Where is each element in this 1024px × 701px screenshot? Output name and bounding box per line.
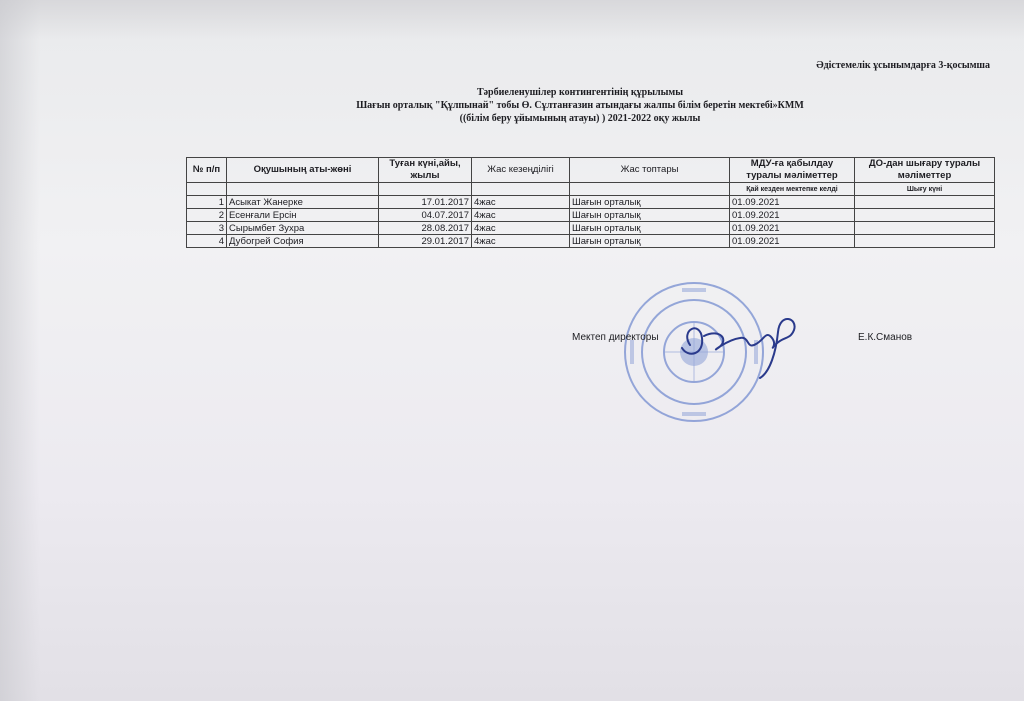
- cell-birthdate: 17.01.2017: [379, 196, 472, 209]
- photo-shadow-left: [0, 0, 40, 701]
- cell-number: 3: [187, 222, 227, 235]
- cell-discharge: [855, 222, 995, 235]
- director-name: Е.К.Сманов: [858, 332, 913, 343]
- handwritten-signature: [660, 300, 810, 380]
- cell-number: 1: [187, 196, 227, 209]
- subheader-row: [187, 183, 995, 196]
- contingent-table: [186, 157, 995, 248]
- header-birthdate: Туған күні,айы, жылы: [379, 158, 472, 183]
- document-title: [300, 86, 860, 125]
- cell-name: Есенғали Ерсін: [227, 209, 379, 222]
- header-number: № п/п: [187, 158, 227, 183]
- cell-age-period: 4жас: [472, 196, 570, 209]
- cell-number: 4: [187, 235, 227, 248]
- annex-label: Әдістемелік ұсынымдарға 3-қосымша: [816, 60, 990, 71]
- header-age-group: Жас топтары: [570, 158, 730, 183]
- header-admission: МДУ-ға қабылдау туралы мәліметтер: [730, 158, 855, 183]
- table-row: [187, 209, 995, 222]
- cell-admission: 01.09.2021: [730, 196, 855, 209]
- cell-age-group: Шағын орталық: [570, 222, 730, 235]
- header-age-period: Жас кезеңділігі: [472, 158, 570, 183]
- cell-birthdate: 29.01.2017: [379, 235, 472, 248]
- cell-age-period: 4жас: [472, 235, 570, 248]
- table-row: [187, 235, 995, 248]
- director-label: Мектеп директоры: [572, 332, 659, 343]
- cell-discharge: [855, 196, 995, 209]
- cell-age-group: Шағын орталық: [570, 209, 730, 222]
- table-row: [187, 196, 995, 209]
- cell-discharge: [855, 235, 995, 248]
- title-line-3: ((білім беру ұйымының атауы) ) 2021-2022 оқу жылы: [459, 113, 701, 124]
- cell-admission: 01.09.2021: [730, 222, 855, 235]
- cell-age-group: Шағын орталық: [570, 196, 730, 209]
- cell-name: Асыкат Жанерке: [227, 196, 379, 209]
- cell-birthdate: 04.07.2017: [379, 209, 472, 222]
- cell-admission: 01.09.2021: [730, 235, 855, 248]
- subheader-exit-date: Шығу күні: [855, 183, 995, 196]
- subheader-arrival: Қай кезден мектепке келді: [730, 183, 855, 196]
- cell-age-period: 4жас: [472, 222, 570, 235]
- cell-number: 2: [187, 209, 227, 222]
- cell-name: Дубогрей София: [227, 235, 379, 248]
- cell-birthdate: 28.08.2017: [379, 222, 472, 235]
- cell-age-group: Шағын орталық: [570, 235, 730, 248]
- header-name: Оқушының аты-жөні: [227, 158, 379, 183]
- title-line-2: Шағын орталық "Құлпынай" тобы Ө. Сұлтанғазин атындағы жалпы білім беретін мектебі»КММ: [356, 100, 804, 111]
- photo-shadow-top: [0, 0, 1024, 40]
- header-discharge: ДО-дан шығару туралы мәліметтер: [855, 158, 995, 183]
- cell-age-period: 4жас: [472, 209, 570, 222]
- cell-discharge: [855, 209, 995, 222]
- cell-admission: 01.09.2021: [730, 209, 855, 222]
- table-row: [187, 222, 995, 235]
- title-line-1: Тәрбиеленушілер контингентінің құрылымы: [476, 87, 684, 98]
- cell-name: Сырымбет Зухра: [227, 222, 379, 235]
